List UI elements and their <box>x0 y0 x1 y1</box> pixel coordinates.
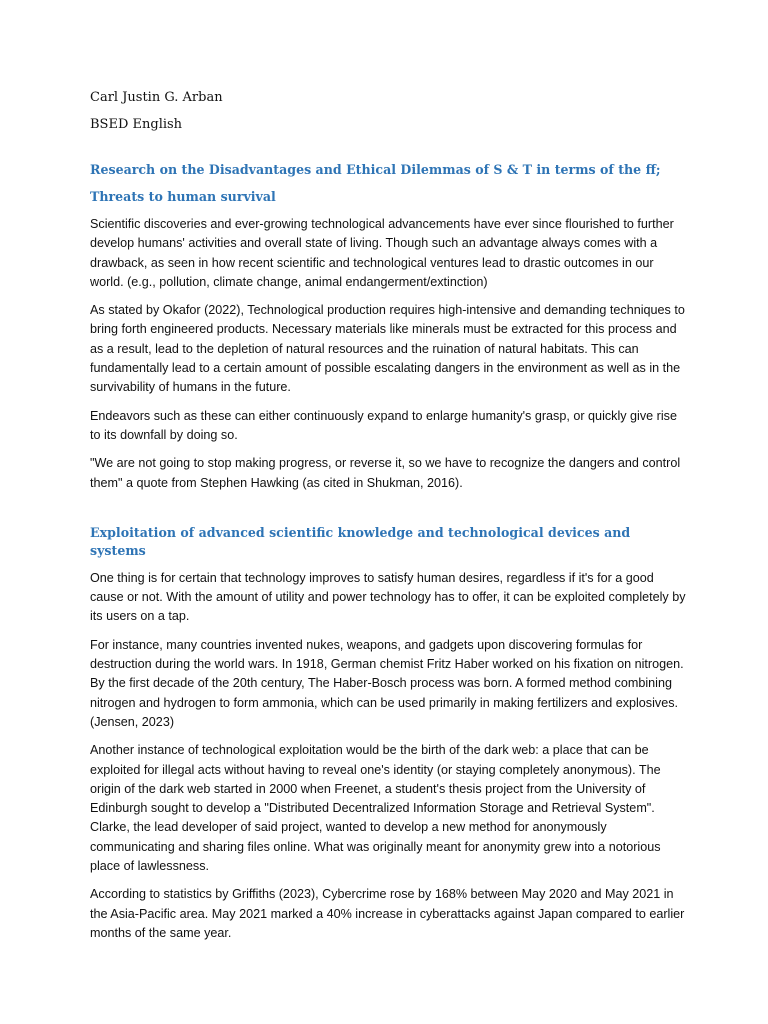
author-name: Carl Justin G. Arban <box>90 90 223 105</box>
paragraph: One thing is for certain that technology improves to satisfy human desires, regardless if it's for a good cause or not. With the amount of utility and power technology has to offer, it can be exploited completely by its users on a tap. <box>90 570 686 624</box>
section-title-exploitation: Exploitation of advanced scientific knowledge and technological devices and systems <box>90 524 631 558</box>
paragraph: According to statistics by Griffiths (2023), Cybercrime rose by 168% between May 2020 and May 2021 in the Asia-Pacific area. May 2021 marked a 40% increase in cyberattacks against Japan compared to earlier months of the same year. <box>90 887 685 940</box>
section-title-research: Research on the Disadvantages and Ethical Dilemmas of S & T in terms of the ff; <box>90 162 661 177</box>
paragraph: As stated by Okafor (2022), Technological production requires high-intensive and demanding techniques to bring forth engineered products. Necessary materials like minerals must be extracted for this process and as a result, lead to the depletion of natural resources and the ruination of natural habitats. This can fundamentally lead to a certain amount of possible escalating dangers in the environment as well as in the survivability of humans in the future. <box>90 303 685 395</box>
paragraph: "We are not going to stop making progress, or reverse it, so we have to recognize the dangers and control them" a quote from Stephen Hawking (as cited in Shukman, 2016). <box>90 456 681 490</box>
paragraph: Scientific discoveries and ever-growing technological advancements have ever since flourished to further develop humans' activities and overall state of living. Though such an advantage always comes with a drawback, as seen in how recent scientific and technological ventures lead to drastic outcomes in our world. (e.g., pollution, climate change, animal endangerment/extinction) <box>90 217 674 289</box>
paragraph: Endeavors such as these can either continuously expand to enlarge humanity's grasp, or quickly give rise to its downfall by doing so. <box>90 408 677 442</box>
paragraph: For instance, many countries invented nukes, weapons, and gadgets upon discovering formulas for destruction during the world wars. In 1918, German chemist Fritz Haber worked on his fixation on nitrogen. By the first decade of the 20th century, The Haber-Bosch process was born. A formed method combining nitrogen and hydrogen to form ammonia, which can be used primarily in making fertilizers and explosives. (Jensen, 2023) <box>90 637 684 729</box>
author-course: BSED English <box>90 117 183 132</box>
paragraph: Another instance of technological exploitation would be the birth of the dark web: a place that can be exploited for illegal acts without having to reveal one's identity (or staying completely anonymous). The origin of the dark web started in 2000 when Freenet, a student's thesis project from the University of Edinburgh sought to develop a "Distributed Decentralized Information Storage and Retrieval System". Clarke, the lead developer of said project, wanted to develop a new method for anonymously communicating and sharing files online. What was originally meant for anonymity grew into a notorious place of lawlessness. <box>90 743 661 874</box>
section-subtitle-threats: Threats to human survival <box>90 189 276 204</box>
